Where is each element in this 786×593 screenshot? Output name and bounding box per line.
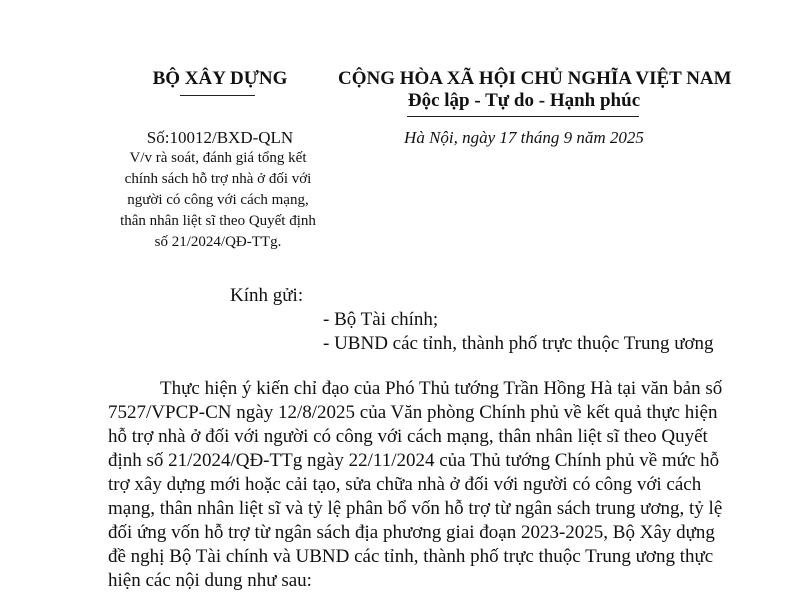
body-line: 7527/VPCP-CN ngày 12/8/2025 của Văn phòng Chính phủ về kết quả thực hiện	[108, 402, 718, 423]
subject-line: người có công với cách mạng,	[127, 192, 309, 208]
national-motto: Độc lập - Tự do - Hạnh phúc	[407, 90, 641, 111]
document-number: Số:10012/BXD-QLN	[146, 128, 294, 147]
body-line: hiện các nội dung như sau:	[108, 570, 312, 591]
salutation: Kính gửi:	[230, 285, 304, 306]
body-line: hỗ trợ nhà ở đối với người có công với cách mạng, thân nhân liệt sĩ theo Quyết	[108, 426, 708, 447]
subject-line: chính sách hỗ trợ nhà ở đối với	[124, 171, 312, 187]
body-paragraph	[108, 377, 723, 593]
issuing-ministry: BỘ XÂY DỰNG	[152, 68, 288, 89]
body-line: mạng, thân nhân liệt sĩ và tỷ lệ phân bổ vốn hỗ trợ từ ngân sách trung ương, tỷ lệ	[108, 498, 723, 519]
ministry-underline	[180, 95, 255, 96]
body-line: Thực hiện ý kiến chỉ đạo của Phó Thủ tướng Trần Hồng Hà tại văn bản số	[160, 378, 723, 399]
document-subject	[118, 148, 318, 253]
motto-underline	[407, 116, 639, 117]
subject-line: số 21/2024/QĐ-TTg.	[154, 234, 282, 250]
subject-line: thân nhân liệt sĩ theo Quyết định	[120, 213, 316, 229]
subject-line: V/v rà soát, đánh giá tổng kết	[129, 150, 307, 166]
recipient-item: - UBND các tỉnh, thành phố trực thuộc Trung ương	[323, 333, 714, 354]
recipient-item: - Bộ Tài chính;	[323, 309, 439, 330]
place-and-date: Hà Nội, ngày 17 tháng 9 năm 2025	[404, 128, 644, 147]
body-line: định số 21/2024/QĐ-TTg ngày 22/11/2024 của Thủ tướng Chính phủ về mức hỗ	[108, 450, 720, 471]
body-line: đề nghị Bộ Tài chính và UBND các tỉnh, thành phố trực thuộc Trung ương thực	[108, 546, 714, 567]
body-line: trợ xây dựng mới hoặc cải tạo, sửa chữa nhà ở đối với người có công với cách	[108, 474, 702, 495]
body-line: đối ứng vốn hỗ trợ từ ngân sách địa phương giai đoạn 2023-2025, Bộ Xây dựng	[108, 522, 715, 543]
national-title: CỘNG HÒA XÃ HỘI CHỦ NGHĨA VIỆT NAM	[338, 68, 732, 89]
